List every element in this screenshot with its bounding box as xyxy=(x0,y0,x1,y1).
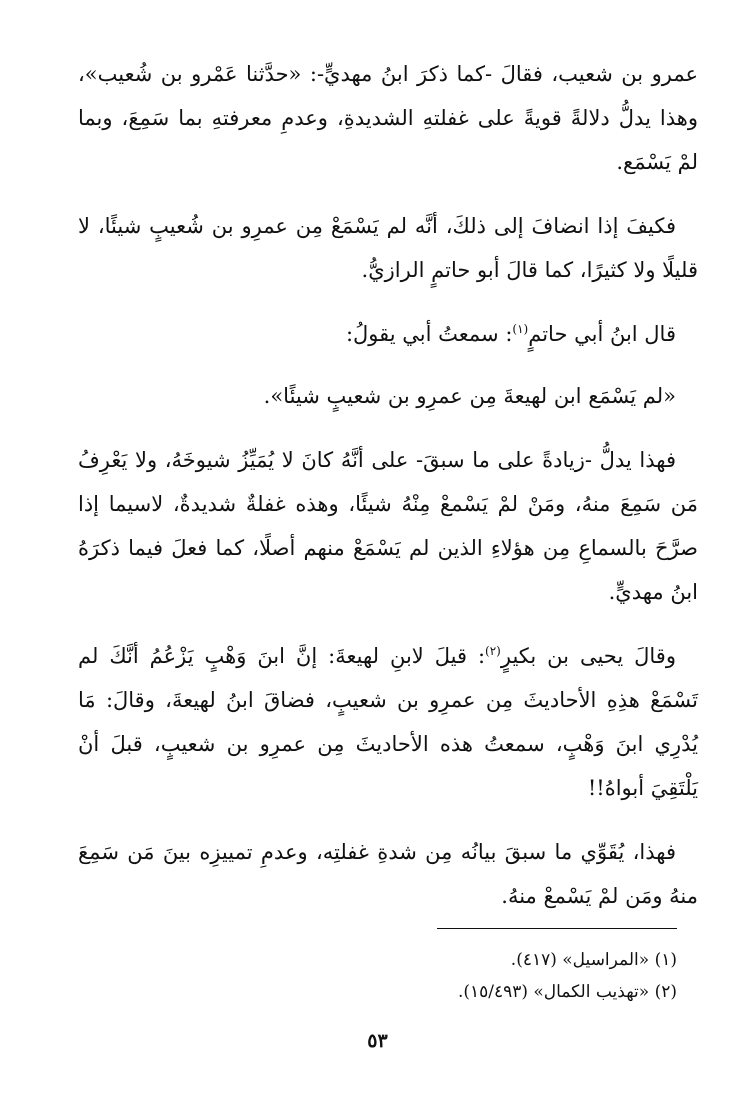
paragraph-1: عمرو بن شعيب، فقالَ -كما ذكرَ ابنُ مهديٍّ-: «حدَّثنا عَمْرو بن شُعيب»، وهذا يدلُّ دلالةً قويةً على غفلتهِ الشديدةِ، وعدمِ معرفتهِ بما سَمِعَ، وبما لمْ يَسْمَع. xyxy=(78,62,698,174)
paragraph-5: فهذا يدلُّ -زيادةً على ما سبقَ- على أنَّهُ كانَ لا يُمَيِّزُ شيوخَهُ، ولا يَعْرِفُ مَن سَمِعَ منهُ، ومَنْ لمْ يَسْمعْ مِنْهُ شيئًا، وهذه غفلةٌ شديدةٌ، لاسيما إذا صرَّحَ بالسماعِ مِن هؤلاءِ الذين لم يَسْمَعْ منهم أصلًا، كما فعلَ فيما ذكرَهُ ابنُ مهديٍّ. xyxy=(78,448,698,604)
footnote-2: (٢) «تهذيب الكمال» (١٥/٤٩٣). xyxy=(457,982,677,1002)
paragraph-3-lead: قال ابنُ أبي حاتمٍ xyxy=(528,322,676,346)
paragraph-2: فكيفَ إذا انضافَ إلى ذلكَ، أنَّه لم يَسْمَعْ مِن عمرِو بن شُعيبٍ شيئًا، لا قليلًا ولا كثيرًا، كما قالَ أبو حاتمٍ الرازيُّ. xyxy=(78,214,698,282)
paragraph-3 xyxy=(78,312,698,356)
paragraph-6-lead: وقالَ يحيى بن بكيرٍ xyxy=(500,644,676,668)
footnotes xyxy=(77,944,677,1008)
footnote-ref-1[interactable]: (١) xyxy=(512,322,529,336)
footnote-ref-2[interactable]: (٢) xyxy=(485,644,501,658)
page-number: ٥٣ xyxy=(367,1030,388,1052)
paragraph-3-rest: : سمعتُ أبي يقولُ: xyxy=(345,322,513,346)
footnote-divider xyxy=(437,928,677,929)
footnote-1: (١) «المراسيل» (٤١٧). xyxy=(510,950,677,970)
paragraph-6-rest: : قيلَ لابنِ لهيعةَ: إنَّ ابنَ وَهْبٍ يَزْعُمُ أنَّكَ لم تَسْمَعْ هذِهِ الأحاديثَ مِن عمرِو بن شعيبٍ، فضاقَ ابنُ لهيعةَ، وقالَ: مَا يُدْرِي ابنَ وَهْبٍ، سمعتُ هذه الأحاديثَ مِن عمرِو بن شعيبٍ، قبلَ أنْ يَلْتَقِيَ أبواهُ!! xyxy=(78,644,698,800)
paragraph-4-quote: «لم يَسْمَع ابن لهيعةَ مِن عمرِو بن شعيبٍ شيئًا». xyxy=(263,384,676,408)
paragraph-7: فهذا، يُقَوِّي ما سبقَ بيانُه مِن شدةِ غفلتِه، وعدمِ تمييزِه بينَ مَن سَمِعَ منهُ ومَن لمْ يَسْمعْ منهُ. xyxy=(78,840,698,908)
page-body xyxy=(78,52,698,938)
paragraph-6 xyxy=(78,634,698,810)
